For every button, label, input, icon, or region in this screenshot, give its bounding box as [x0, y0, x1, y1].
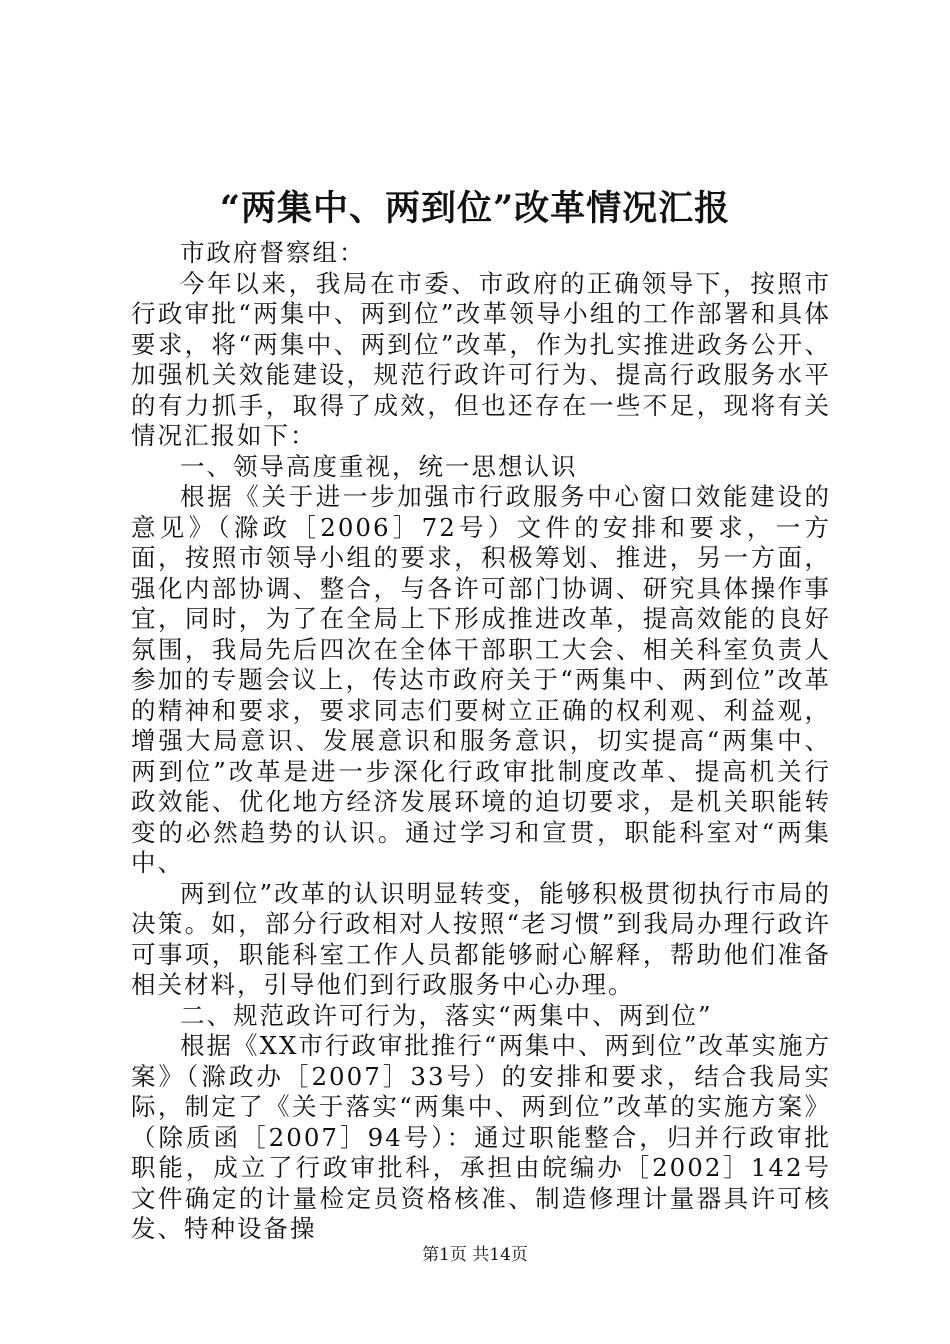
section-heading-2: 二、规范政许可行为，落实“两集中、两到位” [180, 1000, 713, 1030]
salutation: 市政府督察组： [180, 238, 366, 267]
paragraph-section-1: 根据《关于进一步加强市行政服务中心窗口效能建设的意见》（滁政［2006］72号）文件的安排和要求，一方面，按照市领导小组的要求，积极筹划、推进，另一方面，强化内部协调、整合，与各许可部门协调、研究具体操作事宜，同时，为了在全局上下形成推进改革，提高效能的良好氛围，我局先后四次在全体干部职工大会、相关科室负责人参加的专题会议上，传达市政府关于“两集中、两到位”改革的精神和要求，要求同志们要树立正确的权利观、利益观，增强大局意识、发展意识和服务意识，切实提高“两集中、两到位”改革是进一步深化行政审批制度改革、提高机关行政效能、优化地方经济发展环境的迫切要求，是机关职能转变的必然趋势的认识。通过学习和宣贯，职能科室对“两集中、 [131, 482, 831, 877]
paragraph-section-1-continued: 两到位”改革的认识明显转变，能够积极贯彻执行市局的决策。如，部分行政相对人按照“老习惯”到我局办理行政许可事项，职能科室工作人员都能够耐心解释，帮助他们准备相关材料，引导他们到行政服务中心办理。 [131, 878, 831, 999]
document-body [131, 238, 831, 1245]
paragraph-section-2: 根据《XX市行政审批推行“两集中、两到位”改革实施方案》（滁政办［2007］33号）的安排和要求，结合我局实际，制定了《关于落实“两集中、两到位”改革的实施方案》（除质函［2007］94号）：通过职能整合，归并行政审批职能，成立了行政审批科，承担由皖编办［2002］142号文件确定的计量检定员资格核准、制造修理计量器具许可核发、特种设备操 [131, 1031, 831, 1243]
paragraph-intro: 今年以来，我局在市委、市政府的正确领导下，按照市行政审批“两集中、两到位”改革领导小组的工作部署和具体要求，将“两集中、两到位”改革，作为扎实推进政务公开、加强机关效能建设，规范行政许可行为、提高行政服务水平的有力抓手，取得了成效，但也还存在一些不足，现将有关情况汇报如下： [131, 268, 831, 450]
section-heading-1: 一、领导高度重视，统一思想认识 [180, 451, 578, 481]
page-footer: 第1页 共14页 [422, 1245, 528, 1265]
page-title: “两集中、两到位”改革情况汇报 [219, 188, 731, 229]
